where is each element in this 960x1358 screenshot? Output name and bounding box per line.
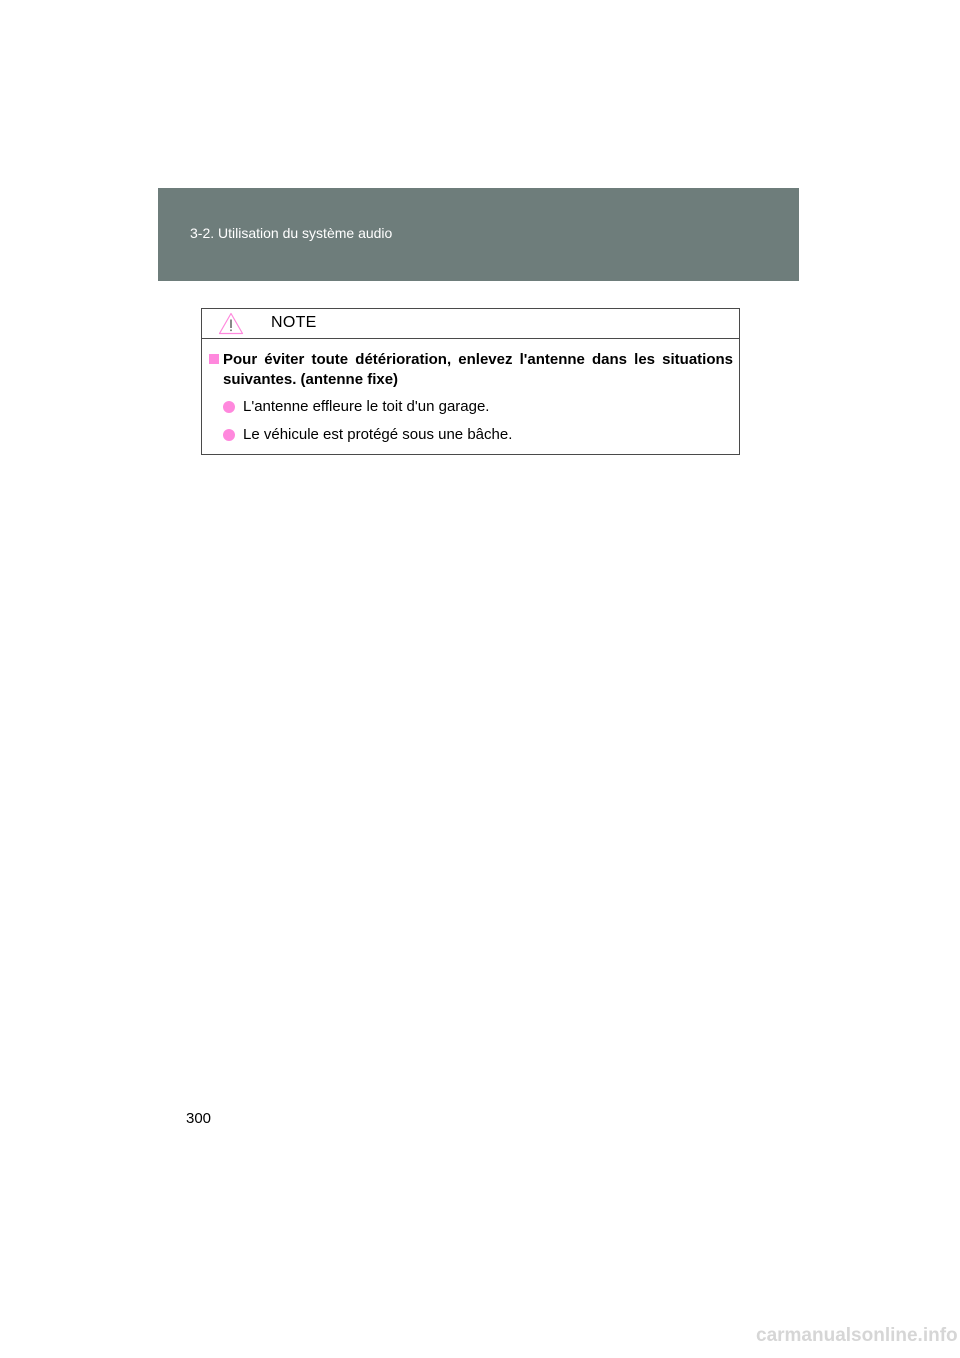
chapter-header-band [158,188,799,281]
round-bullet-icon [223,401,235,413]
list-item-text: L'antenne effleure le toit d'un garage. [243,398,490,415]
note-heading-text: Pour éviter toute détérioration, enlevez l'antenne dans les situations suivantes. (antenne fixe) [223,351,733,388]
note-heading [209,350,733,390]
page-number: 300 [186,1110,212,1127]
note-header [202,309,739,339]
round-bullet-icon [223,429,235,441]
note-label: NOTE [271,314,317,331]
list-item [209,425,733,445]
list-item [209,397,733,417]
section-title: 3-2. Utilisation du système audio [190,225,393,241]
note-box [201,308,740,455]
list-item-text: Le véhicule est protégé sous une bâche. [243,426,513,443]
note-body [202,339,739,445]
square-bullet-icon [209,354,219,364]
warning-triangle-icon [218,312,244,335]
watermark: carmanualsonline.info [756,1325,958,1346]
